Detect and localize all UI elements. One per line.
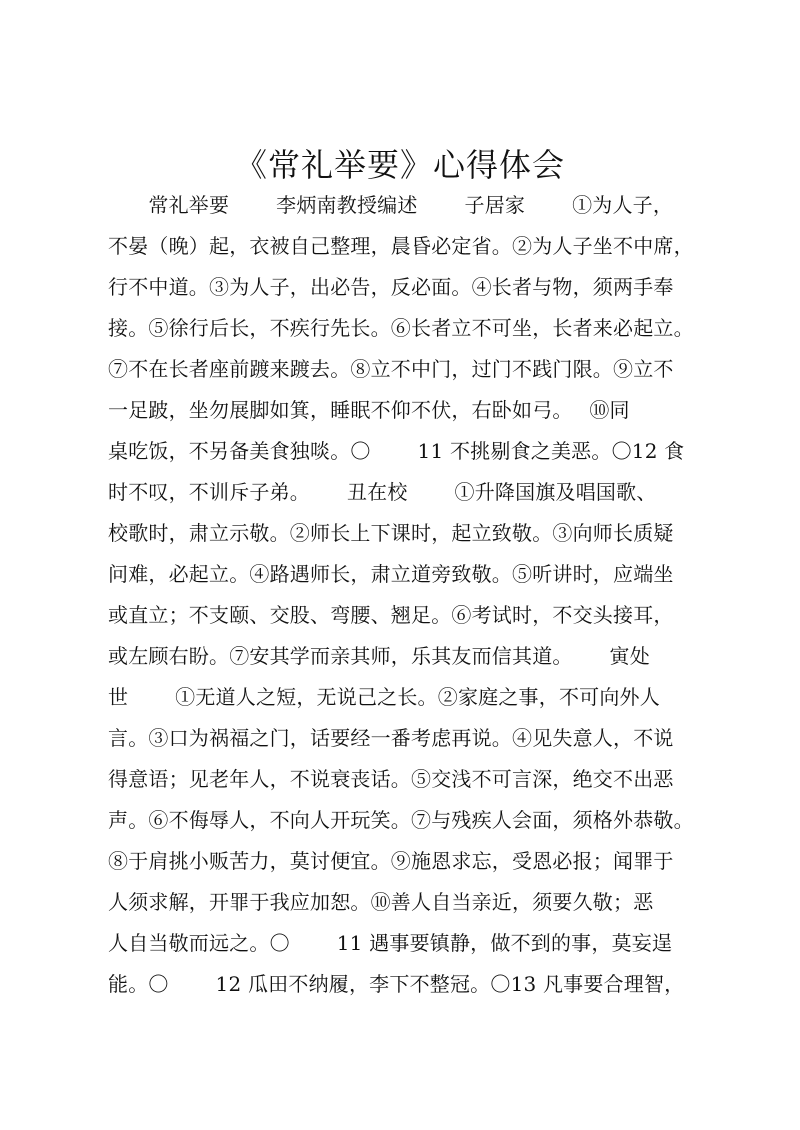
text-line: 接。⑤徐行后长，不疾行先长。⑥长者立不可坐，长者来必起立。 <box>108 316 694 340</box>
text-line: 声。⑥不侮辱人，不向人开玩笑。⑦与残疾人会面，须格外恭敬。 <box>108 808 694 832</box>
text-line: 问难，必起立。④路遇师长，肃立道旁致敬。⑤听讲时，应端坐 <box>108 562 674 586</box>
text-line: 行不中道。③为人子，出必告，反必面。④长者与物，须两手奉 <box>108 275 674 299</box>
text-line: 桌吃饭，不另备美食独啖。〇 11 不挑剔食之美恶。〇12 食 <box>108 439 685 463</box>
text-line: 一足跛，坐勿展脚如箕，睡眠不仰不伏，右卧如弓。 ⑩同 <box>108 398 630 422</box>
text-line: 得意语；见老年人，不说衰丧话。⑤交浅不可言深，绝交不出恶 <box>108 767 674 791</box>
text-line: ⑧于肩挑小贩苦力，莫讨便宜。⑨施恩求忘，受恩必报；闻罪于 <box>108 849 674 873</box>
text-line: 世 ①无道人之短，无说己之长。②家庭之事，不可向外人 <box>108 685 660 709</box>
text-line: 或左顾右盼。⑦安其学而亲其师，乐其友而信其道。 寅处 <box>108 644 650 668</box>
text-line: 能。〇 12 瓜田不纳履，李下不整冠。〇13 凡事要合理智， <box>108 972 685 996</box>
text-line: 人须求解，开罪于我应加恕。⑩善人自当亲近，须要久敬；恶 <box>108 890 654 914</box>
text-line: 不晏（晚）起，衣被自己整理，晨昏必定省。②为人子坐不中席， <box>108 234 694 258</box>
text-line: 人自当敬而远之。〇 11 遇事要镇静，做不到的事，莫妄逞 <box>108 931 673 955</box>
document-body <box>108 190 708 1010</box>
text-line: 言。③口为祸福之门，话要经一番考虑再说。④见失意人，不说 <box>108 726 674 750</box>
text-line: 常礼举要 李炳南教授编述 子居家 ①为人子， <box>108 193 674 217</box>
text-line: ⑦不在长者座前踱来踱去。⑧立不中门，过门不践门限。⑨立不 <box>108 357 674 381</box>
text-line: 校歌时，肃立示敬。②师长上下课时，起立致敬。③向师长质疑 <box>108 521 674 545</box>
text-line: 或直立；不支颐、交股、弯腰、翘足。⑥考试时，不交头接耳， <box>108 603 674 627</box>
text-line: 时不叹，不训斥子弟。 丑在校 ①升降国旗及唱国歌、 <box>108 480 657 504</box>
document-title: 《常礼举要》心得体会 <box>234 146 565 184</box>
